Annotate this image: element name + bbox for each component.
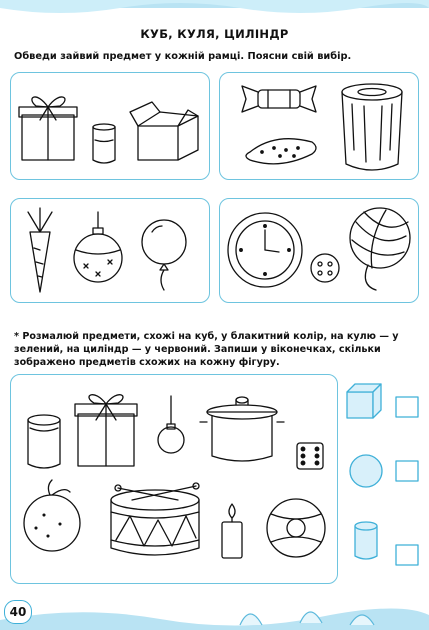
balloon-icon[interactable] — [142, 220, 186, 290]
pot-icon[interactable] — [200, 397, 284, 461]
page-title: КУБ, КУЛЯ, ЦИЛІНДР — [140, 27, 289, 41]
cube-shape-icon — [347, 384, 381, 418]
cucumber-icon[interactable] — [246, 139, 316, 164]
ball-icon[interactable] — [267, 499, 325, 557]
button-icon[interactable] — [311, 254, 339, 282]
instruction-2: * Розмалюй предмети, схожі на куб, у блакитний колір, на кулю — у зелений, на циліндр — у червоний. Запиши у віконечках, скільки зображено предметів схожих на кожну фігуру. — [14, 331, 399, 368]
cardboard-box-icon[interactable] — [130, 102, 198, 160]
answer-box-cylinder[interactable] — [396, 545, 418, 565]
page-number: 40 — [4, 600, 32, 624]
answer-box-sphere[interactable] — [396, 461, 418, 481]
christmas-ball-icon[interactable] — [158, 396, 184, 453]
candle-icon[interactable] — [222, 504, 242, 558]
yarn-ball-icon[interactable] — [350, 208, 410, 290]
bottom-decoration — [0, 595, 429, 630]
christmas-ornament-icon[interactable] — [74, 212, 122, 282]
carrot-icon[interactable] — [28, 208, 52, 292]
glass-icon[interactable] — [93, 124, 115, 163]
gift-box-icon[interactable] — [19, 97, 77, 160]
gift-box-icon[interactable] — [75, 395, 137, 466]
tree-stump-icon[interactable] — [342, 84, 402, 170]
cylinder-shape-icon — [355, 522, 377, 559]
sphere-shape-icon — [350, 455, 382, 487]
instruction-1: Обведи зайвий предмет у кожній рамці. Поясни свій вибір. — [14, 51, 352, 62]
clock-icon[interactable] — [228, 213, 302, 287]
jar-icon[interactable] — [28, 415, 60, 468]
orange-icon[interactable] — [24, 480, 80, 551]
answer-box-cube[interactable] — [396, 397, 418, 417]
drum-icon[interactable] — [111, 483, 199, 555]
dice-icon[interactable] — [297, 443, 323, 469]
candy-icon[interactable] — [242, 86, 316, 112]
